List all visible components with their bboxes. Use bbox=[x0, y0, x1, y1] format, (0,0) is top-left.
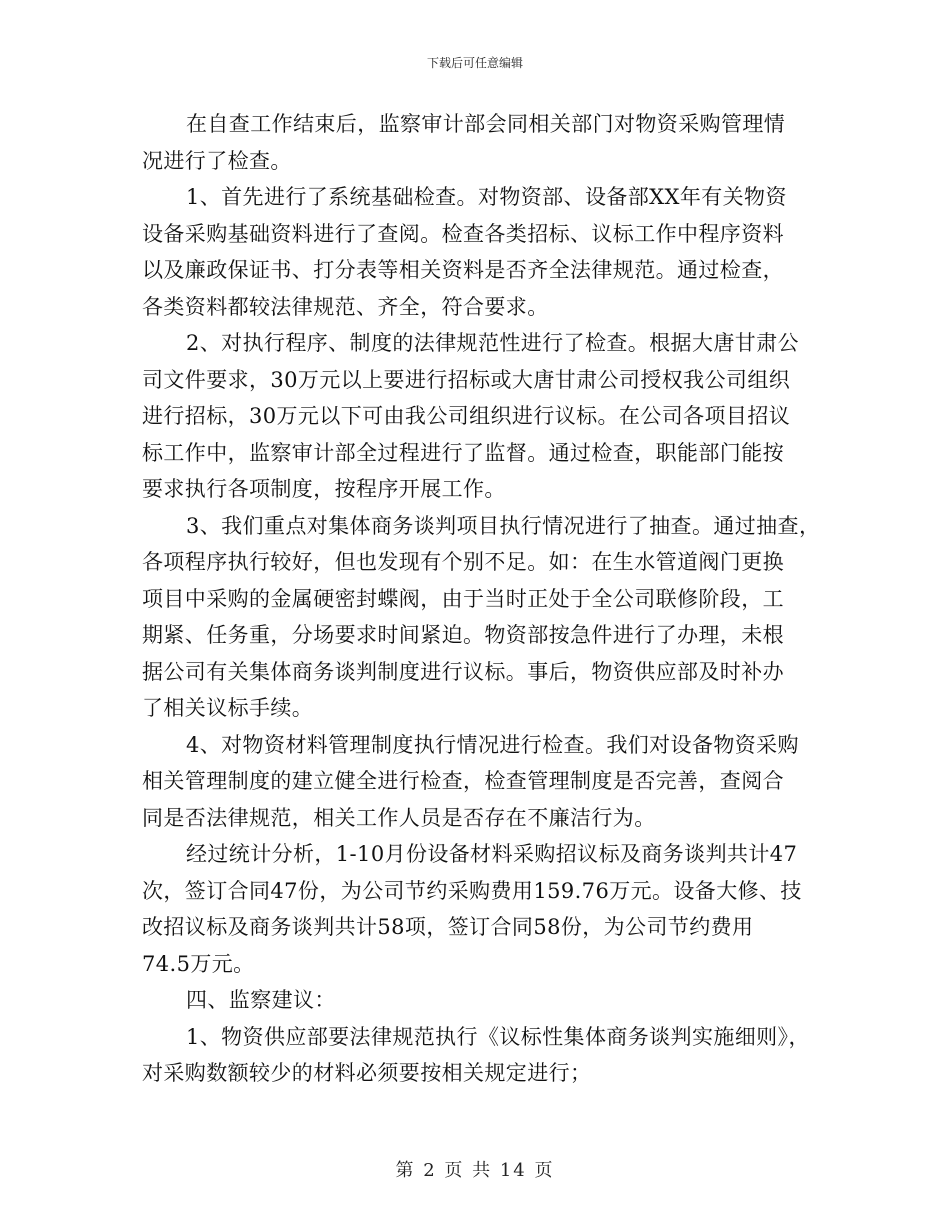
text-line: 1、物资供应部要法律规范执行《议标性集体商务谈判实施细则》， bbox=[186, 1024, 810, 1049]
text-line: 况进行了检查。 bbox=[142, 148, 292, 173]
text-line: 进行招标，30万元以下可由我公司组织进行议标。在公司各项目招议 bbox=[142, 404, 791, 428]
text-line: 3、我们重点对集体商务谈判项目执行情况进行了抽查。通过抽查， bbox=[186, 513, 821, 538]
text-line: 要求执行各项制度，按程序开展工作。 bbox=[142, 477, 506, 501]
text-line: 据公司有关集体商务谈判制度进行议标。事后，物资供应部及时补办 bbox=[142, 659, 784, 684]
text-line: 以及廉政保证书、打分表等相关资料是否齐全法律规范。通过检查， bbox=[142, 258, 784, 282]
page-footer: 第 2 页 共 14 页 bbox=[395, 1160, 555, 1181]
text-line: 同是否法律规范，相关工作人员是否存在不廉洁行为。 bbox=[142, 805, 656, 830]
text-line: 2、对执行程序、制度的法律规范性进行了检查。根据大唐甘肃公 bbox=[186, 331, 799, 355]
text-line: 相关管理制度的建立健全进行检查，检查管理制度是否完善，查阅合 bbox=[142, 769, 784, 793]
text-line: 各类资料都较法律规范、齐全，符合要求。 bbox=[142, 294, 549, 319]
text-line: 标工作中，监察审计部全过程进行了监督。通过检查，职能部门能按 bbox=[142, 440, 784, 465]
text-line: 司文件要求，30万元以上要进行招标或大唐甘肃公司授权我公司组织 bbox=[142, 367, 791, 392]
text-line: 对采购数额较少的材料必须要按相关规定进行； bbox=[142, 1061, 592, 1085]
text-line: 改招议标及商务谈判共计58项，签订合同58份，为公司节约费用 bbox=[142, 915, 754, 939]
text-line: 项目中采购的金属硬密封蝶阀，由于当时正处于全公司联修阶段，工 bbox=[142, 586, 784, 611]
text-line: 在自查工作结束后，监察审计部会同相关部门对物资采购管理情 bbox=[186, 112, 786, 136]
text-line: 经过统计分析，1-10月份设备材料采购招议标及商务谈判共计47 bbox=[186, 842, 798, 866]
text-line: 74.5万元。 bbox=[142, 951, 255, 976]
text-line: 设备采购基础资料进行了查阅。检查各类招标、议标工作中程序资料 bbox=[142, 221, 784, 246]
text-line: 期紧、任务重，分场要求时间紧迫。物资部按急件进行了办理，未根 bbox=[142, 623, 784, 647]
page-header: 下载后可任意编辑 bbox=[426, 56, 523, 70]
text-line: 4、对物资材料管理制度执行情况进行检查。我们对设备物资采购 bbox=[186, 732, 799, 757]
text-line: 各项程序执行较好，但也发现有个别不足。如：在生水管道阀门更换 bbox=[142, 550, 784, 574]
text-line: 次，签订合同47份，为公司节约采购费用159.76万元。设备大修、技 bbox=[142, 878, 802, 903]
document-body bbox=[142, 106, 822, 1092]
text-line: 四、监察建议： bbox=[186, 988, 336, 1012]
text-line: 1、首先进行了系统基础检查。对物资部、设备部XX年有关物资 bbox=[186, 185, 787, 209]
text-line: 了相关议标手续。 bbox=[142, 696, 314, 720]
